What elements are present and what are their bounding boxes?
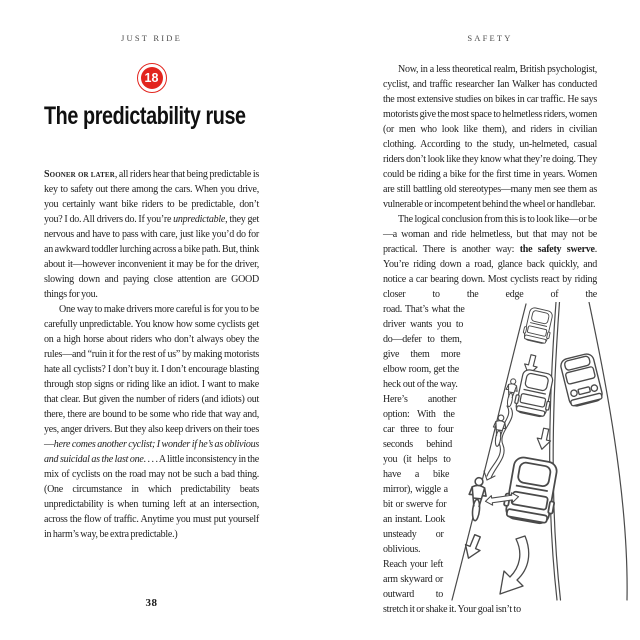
- paragraph-text: road. That’s what the driver wants you to do—defer to them, give them more elbow room, get the heck out of the way. Here’s another option: With the car three to four seconds behind you (it helps to have a bike mirror), wiggle a bit or swerve for an instant. Look unsteady or oblivious. Reach your left arm skyward or outward to stretch it or shake it. Your goal isn’t to: [383, 304, 521, 615]
- paragraph-text: Now, in a less theoretical realm, British psychologist, cyclist, and traffic researcher Ian Walker has conducted the most extensive studies on bikes in car traffic. He says motorists give the most space to helmetless riders, women (or men who look like them), and riders in civilian clothing. According to the study, un-helmeted, casual riders don’t look like they know what they’re doing. They could be riding a bike for the first time in years. Women are still battling old stereotypes—many men see them as vulnerable or incompetent behind the wheel or handlebar.: [383, 64, 597, 210]
- body-paragraph: [44, 167, 259, 302]
- safety-swerve-road-drawing: [446, 302, 632, 602]
- body-paragraph: [383, 212, 597, 302]
- left-body-text: [44, 167, 259, 542]
- paragraph-text: One way to make drivers more careful is for you to be carefully unpredictable. You know how some cyclists get on a high horse about riders who don’t always obey the rules—and “ruin it for the rest of us” by making motorists hate all cyclists? I don’t buy it. I don’t encourage blasting through stop signs or riding like an idiot. I want to make that clear. But given the number of riders (and idiots) out there, there are bound to be some who ride that way and, yes, anger drivers. But they also keep drivers on their toes—here comes another cyclist; I wonder if he’s as oblivious and suicidal as the last one. . . . A little inconsistency in the mix of cyclists on the road may not be such a bad thing. (One circumstance in which predictability beats unpredictability is when turning left at an intersection, across the flow of traffic. Anytime you must put yourself in harm’s way, be extra predictable.): [44, 304, 259, 540]
- body-paragraph-wrapping-illustration: [383, 302, 597, 617]
- paragraph-text: Sooner or later, all riders hear that being predictable is key to safety out there among the cars. When you drive, you certainly want bike riders to be predictable, don’t you? I do. All drivers do. If you’re unpredictable, they get nervous and have to pass with care, just like you’d do for an awkward toddler lurching across a bike path. But, think about it—however inconvenient it may be for the driver, slowing down and paying close attention are GOOD things for you.: [44, 169, 259, 300]
- chapter-title: The predictability ruse: [44, 102, 246, 130]
- car-icon: [502, 455, 561, 525]
- page-right: [320, 0, 640, 640]
- right-text-column: [383, 0, 597, 640]
- paragraph-text: The logical conclusion from this is to look like—or be—a woman and ride helmetless, but that may not be practical. There is another way: the safety swerve. You’re riding down a road, glance back quickly, and notice a car bearing down. Most cyclists react by riding closer to the edge of the: [383, 214, 597, 300]
- chapter-number: 18: [141, 67, 163, 89]
- car-icon: [522, 307, 555, 345]
- chapter-number-badge: [137, 63, 167, 93]
- cyclist-icon: [467, 477, 488, 522]
- page-number: 38: [145, 597, 158, 609]
- right-body-text: [383, 62, 597, 617]
- safety-swerve-illustration: [446, 302, 597, 602]
- road-lines-icon: [452, 302, 627, 600]
- body-paragraph: [383, 62, 597, 212]
- running-head-left: JUST RIDE: [121, 33, 182, 43]
- down-arrow-icon: [461, 533, 485, 561]
- curved-arrow-icon: [500, 536, 529, 594]
- running-head-right: SAFETY: [467, 33, 513, 43]
- car-icon: [513, 368, 556, 418]
- body-paragraph: [44, 302, 259, 542]
- left-text-column: [44, 0, 259, 640]
- oncoming-car-icon: [559, 352, 603, 407]
